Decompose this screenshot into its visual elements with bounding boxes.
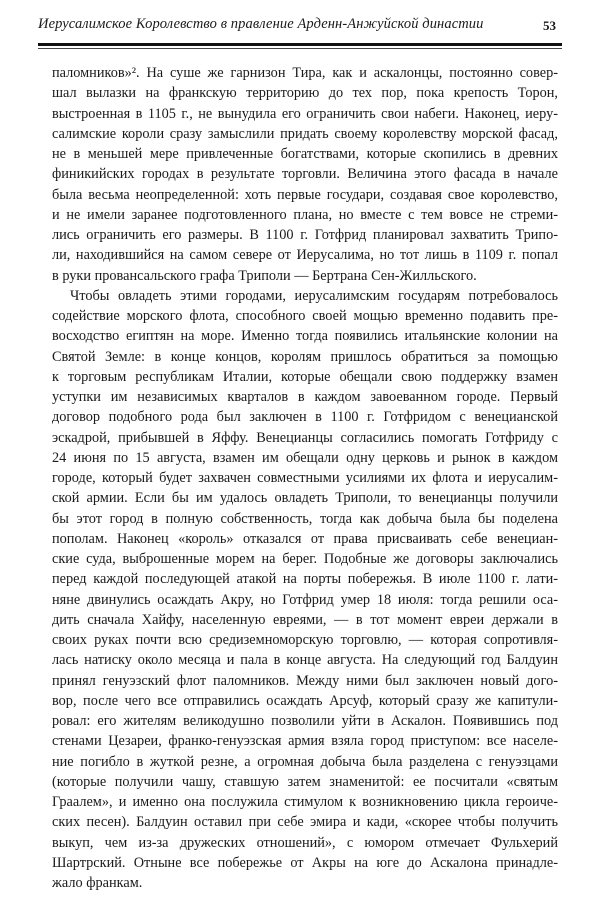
text-line: и не имели заранее подготовленного плана, но вместе с тем вовсе не стреми- <box>52 206 558 223</box>
text-line: ние погибло в жуткой резне, а огромная добыча была разделена с генуэзцами <box>52 753 558 770</box>
text-line: Чтобы овладеть этими городами, иерусалимским государям потребовалось <box>70 287 558 304</box>
text-line: городе, который будет захвачен совместными усилиями их флота и иерусалим- <box>52 470 558 486</box>
header-rule <box>38 43 562 46</box>
text-line: салимские короли сразу замыслили придать своему королевству морской фасад, <box>52 125 558 142</box>
text-line: няне двинулись осаждать Акру, но Готфрид умер 18 июля: тогда решили оса- <box>52 591 558 608</box>
text-line: паломников»². На суше же гарнизон Тира, как и аскалонцы, постоянно совер- <box>52 65 558 81</box>
text-line: восходство египтян на море. Именно тогда появились итальянские колонии на <box>52 328 558 345</box>
text-line: бы этот город в полную собственность, тогда как добыча была бы поделена <box>52 510 558 527</box>
text-line: ской армии. Если бы им удалось овладеть Триполи, то венецианцы получили <box>52 490 558 507</box>
text-line: дить сначала Хайфу, населенную евреями, — в тот момент евреи держали в <box>52 611 558 628</box>
text-line: лись ограничить его размеры. В 1100 г. Готфрид планировал захватить Трипо- <box>52 227 558 243</box>
text-line: перед каждой последующей атакой на порты побережья. В июле 1100 г. лати- <box>52 571 558 588</box>
text-line: стенами Цезареи, франко-генуэзская армия взяла город приступом: все населе- <box>52 733 558 750</box>
text-line: ли, находившийся на самом севере от Иерусалима, но тот лишь в 1109 г. попал <box>52 247 558 264</box>
text-line: выстроенная в 1105 г., не вынудила его ограничить свои набеги. Наконец, иеру- <box>52 105 558 122</box>
text-line: вор, после чего все отправились осаждать Арсуф, который сразу же капитули- <box>52 692 558 709</box>
page-number: 53 <box>543 18 556 33</box>
text-line: принял генуэзский флот паломников. Между ними был заключен новый дого- <box>52 672 558 689</box>
text-line: ских песен). Балдуин оставил при себе эмира и кади, «скорее чтобы получить <box>52 814 558 831</box>
text-line: не в меньшей мере привлеченные богатствами, которые скопились в древних <box>52 146 558 162</box>
text-line: пополам. Наконец «король» отказался от права присваивать себе венециан- <box>52 530 558 547</box>
text-line: эскадрой, прибывшей в Яффу. Венецианцы согласились помогать Готфриду с <box>52 429 558 446</box>
text-line: (которые получили чашу, ставшую затем знаменитой: ее посчитали «святым <box>52 773 558 790</box>
running-header <box>38 16 560 38</box>
text-line: жало франкам. <box>52 875 143 891</box>
text-line: шал вылазки на франкскую территорию до тех пор, пока крепость Торон, <box>52 85 558 102</box>
running-title: Иерусалимское Королевство в правление Арденн-Анжуйской династии <box>38 16 484 32</box>
text-line: финикийских городах в результате торговли. Величина этого фасада в начале <box>52 166 558 183</box>
text-line: Святой Земле: в конце концов, королям пришлось обратиться за помощью <box>52 348 558 365</box>
text-line: Граалем», и именно она послужила стимулом к возникновению цикла героиче- <box>52 794 558 810</box>
text-line: выкуп, чем из-за дружеских отношений», с юмором отмечает Фульхерий <box>52 834 558 851</box>
text-line: была весьма неопределенной: хоть первые государи, создавая свое королевство, <box>52 186 558 203</box>
paragraph <box>52 63 558 286</box>
text-line: уступки им независимых кварталов в каждом завоеванном городе. Первый <box>52 389 558 405</box>
text-line: лась натиску около месяца и пала в конце августа. На следующий год Балдуин <box>52 652 558 669</box>
text-line: содействие морского флота, способного своей мощью временно подавить пре- <box>52 308 558 324</box>
text-line: 24 июня по 15 августа, взамен им обещали одну церковь и рынок в каждом <box>52 449 558 466</box>
text-line: ские суда, выброшенные морем на берег. Подобные же договоры заключались <box>52 551 558 567</box>
header-rule-thin <box>38 48 562 49</box>
body-text <box>52 63 558 893</box>
text-line: в руки провансальского графа Триполи — Бертрана Сен-Жилльского. <box>52 267 477 284</box>
text-line: договор подобного рода был заключен в 1100 г. Готфридом с венецианской <box>52 409 558 426</box>
paragraph <box>52 286 558 894</box>
text-line: к торговым республикам Италии, которые обещали свою поддержку взамен <box>52 368 558 385</box>
text-line: ровал: его жителям великодушно позволили уйти в Аскалон. Появившись под <box>52 713 558 729</box>
text-line: своих руках почти всю средиземноморскую торговлю, — которая сопротивля- <box>52 632 558 648</box>
text-line: Шартрский. Отныне все побережье от Акры на юге до Аскалона принадле- <box>52 854 558 871</box>
